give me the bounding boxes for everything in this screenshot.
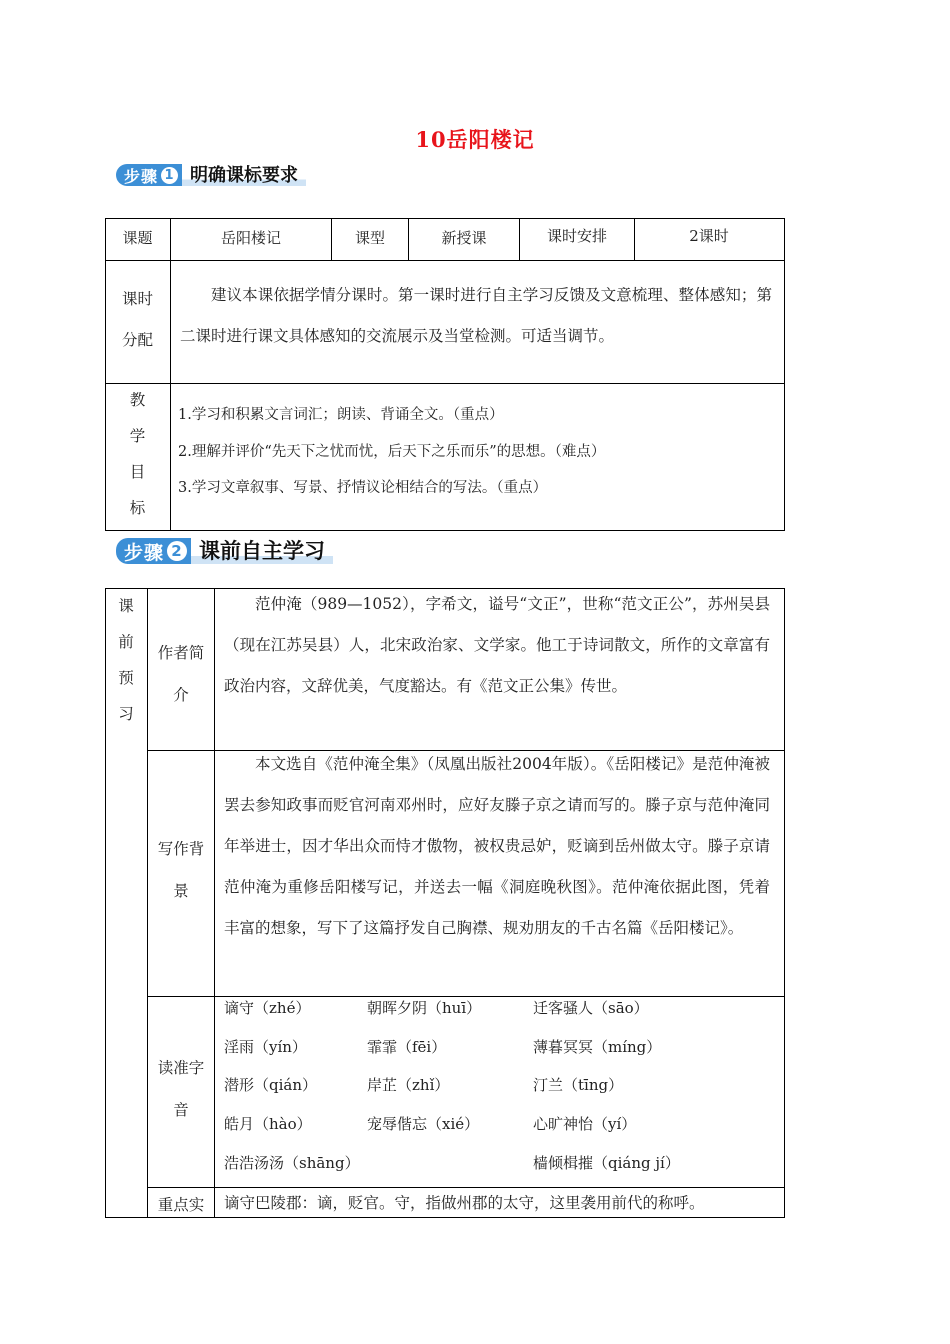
allocation-text: 建议本课依据学情分课时。第一课时进行自主学习反馈及文意梳理、整体感知；第二课时进行课文具体感知的交流展示及当堂检测。可适当调节。 (180, 286, 772, 345)
background-label-line: 景 (173, 882, 189, 900)
header-cell: 课时安排 (546, 227, 607, 245)
step-2-number: 2 (167, 541, 187, 561)
background-label-line: 写作背 (157, 840, 205, 858)
pronunciation-item: 薄暮冥冥（míng） (533, 1038, 662, 1056)
background-label (148, 828, 214, 912)
allocation-label: 分配 (121, 331, 153, 349)
step-1-heading (116, 160, 306, 186)
goal-label-char: 学 (129, 427, 146, 445)
goal-label-char: 教 (129, 391, 146, 409)
side-label-char: 预 (118, 669, 134, 687)
header-cell: 2课时 (689, 227, 729, 245)
pronunciation-item: 岸芷（zhǐ） (367, 1076, 450, 1094)
pronunciation-item: 皓月（hào） (224, 1115, 312, 1133)
side-label-char: 前 (118, 633, 134, 651)
allocation-label: 课时 (121, 290, 153, 308)
preview-side-label (105, 588, 147, 732)
goal-label (105, 382, 170, 526)
side-label-char: 习 (118, 705, 134, 723)
pronunciation-item: 谪守（zhé） (224, 999, 311, 1017)
table-divider (170, 218, 171, 530)
document-title: 10岳阳楼记 (415, 127, 535, 152)
table-divider (105, 260, 785, 261)
pronunciation-item: 霏霏（fēi） (367, 1038, 447, 1056)
table-divider (105, 383, 785, 384)
goals-list (178, 397, 778, 507)
pronunciation-item: 迁客骚人（sāo） (533, 999, 649, 1017)
header-cell: 课型 (354, 229, 385, 247)
step-1-badge (116, 164, 182, 186)
header-cell: 岳阳楼记 (220, 229, 281, 247)
pronunciation-item: 浩浩汤汤（shāng） (224, 1154, 360, 1172)
step-1-label: 明确课标要求 (182, 162, 306, 186)
pronunciation-item: 心旷神怡（yí） (533, 1115, 637, 1133)
pronunciation-item: 潜形（qián） (224, 1076, 318, 1094)
goal-label-char: 目 (129, 463, 146, 481)
author-label-line: 介 (173, 686, 189, 704)
goal-label-char: 标 (129, 499, 146, 517)
goal-item: 2.理解并评价“先天下之忧而忧，后天下之乐而乐”的思想。（难点） (178, 443, 606, 460)
pronunciation-label-line: 音 (173, 1101, 189, 1119)
goal-item: 1.学习和积累文言词汇；朗读、背诵全文。（重点） (178, 407, 504, 423)
side-label-char: 课 (118, 597, 134, 615)
author-label (148, 632, 214, 716)
step-2-badge (116, 538, 191, 564)
step-1-badge-text: 步骤 (124, 166, 159, 186)
background-text: 本文选自《范仲淹全集》（凤凰出版社2004年版）。《岳阳楼记》是范仲淹被罢去参知政事而贬官河南邓州时，应好友滕子京之请而写的。滕子京与范仲淹同年举进士，因才华出众而恃才傲物，被权贵忌妒，贬谪到岳州做太守。滕子京请范仲淹为重修岳阳楼写记，并送去一幅《洞庭晚秋图》。范仲淹依据此图，凭着丰富的想象，写下了这篇抒发自己胸襟、规劝朋友的千古名篇《岳阳楼记》。 (224, 755, 770, 937)
step-2-badge-text: 步骤 (124, 541, 165, 564)
author-text: 范仲淹（989—1052），字希文，谥号“文正”，世称“范文正公”，苏州吴县（现在江苏吴县）人，北宋政治家、文学家。他工于诗词散文，所作的文章富有政治内容，文辞优美，气度豁达。有《范文正公集》传世。 (224, 595, 770, 695)
header-cell: 新授课 (441, 229, 487, 247)
pronunciation-label (148, 1047, 214, 1131)
pronunciation-label-line: 读准字 (157, 1059, 205, 1077)
pronunciation-item: 淫雨（yín） (224, 1038, 307, 1056)
step-2-label: 课前自主学习 (191, 536, 333, 564)
pronunciation-item: 樯倾楫摧（qiáng jí） (533, 1154, 680, 1172)
step-2-heading (116, 534, 333, 564)
author-label-line: 作者简 (157, 644, 205, 662)
key-words-text: 谪守巴陵郡：谪，贬官。守，指做州郡的太守，这里袭用前代的称呼。 (224, 1194, 705, 1212)
header-cell: 课题 (122, 229, 153, 247)
pronunciation-item: 宠辱偕忘（xié） (367, 1115, 480, 1133)
table-divider (214, 588, 215, 1218)
step-1-number: 1 (161, 167, 178, 184)
table-divider (147, 1187, 784, 1188)
key-words-label: 重点实 (157, 1196, 205, 1214)
pronunciation-item: 朝晖夕阴（huī） (367, 999, 482, 1017)
pronunciation-item: 汀兰（tīng） (533, 1076, 624, 1094)
goal-item: 3.学习文章叙事、写景、抒情议论相结合的写法。（重点） (178, 480, 548, 496)
